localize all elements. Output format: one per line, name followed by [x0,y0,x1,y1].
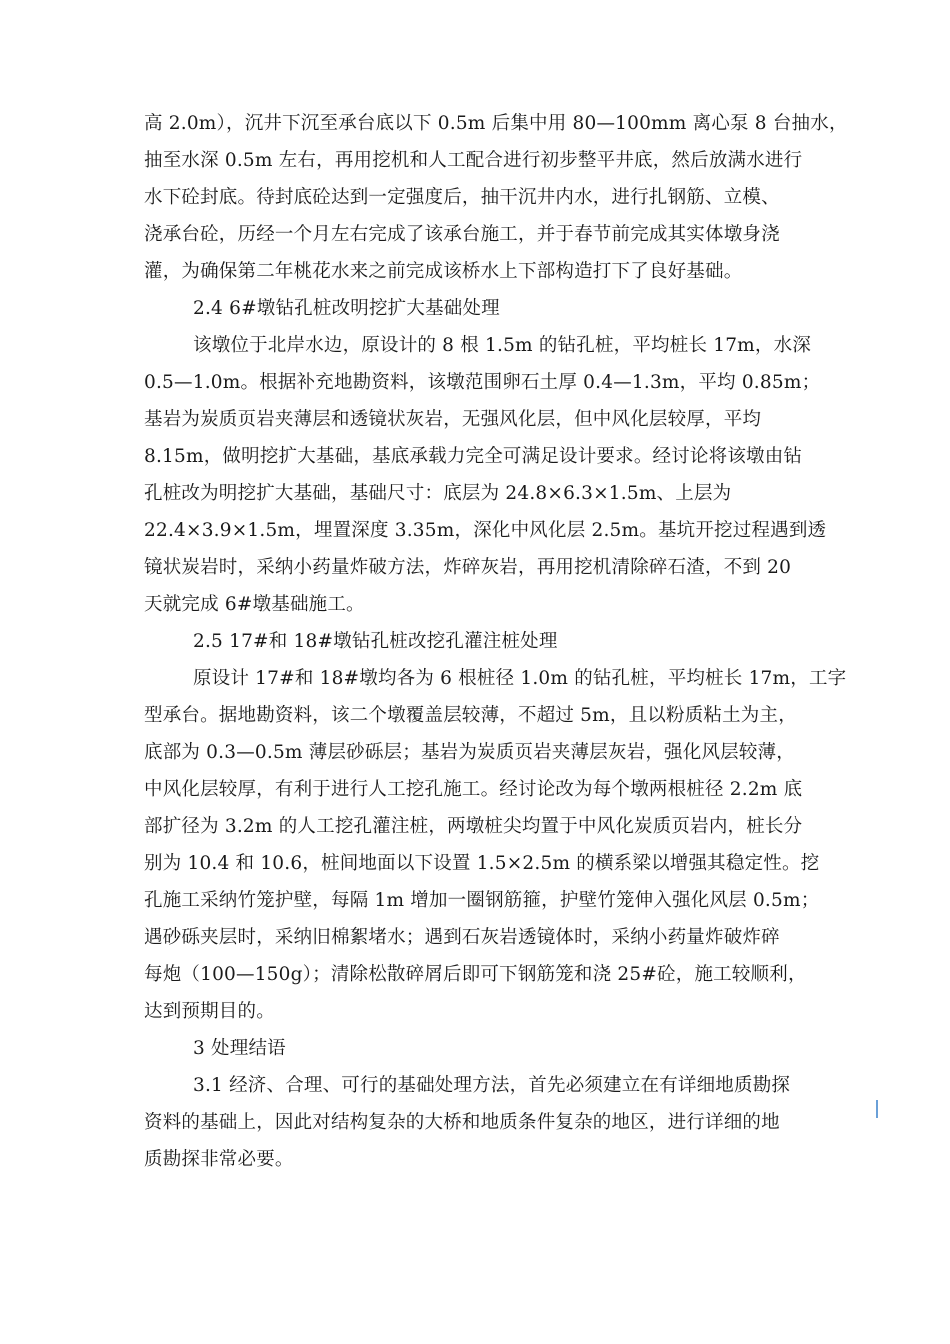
text-line: 3 处理结语 [193,1038,286,1059]
text-line: 镜状炭岩时，采纳小药量炸破方法，炸碎灰岩，再用挖机清除碎石渣，不到 20 [144,557,792,578]
text-line: 部扩径为 3.2m 的人工挖孔灌注桩，两墩桩尖均置于中风化炭质页岩内，桩长分 [144,816,803,837]
text-line: 浇承台砼，历经一个月左右完成了该承台施工，并于春节前完成其实体墩身浇 [144,224,780,245]
text-line: 基岩为炭质页岩夹薄层和透镜状灰岩，无强风化层，但中风化层较厚，平均 [144,409,762,430]
text-line: 22.4×3.9×1.5m，埋置深度 3.35m，深化中风化层 2.5m。基坑开挖过程遇到透 [144,520,827,541]
text-line: 型承台。据地勘资料，该二个墩覆盖层较薄，不超过 5m，且以粉质粘土为主， [144,705,797,726]
text-line: 2.4 6#墩钻孔桩改明挖扩大基础处理 [193,298,500,319]
text-line: 8.15m，做明挖扩大基础，基底承载力完全可满足设计要求。经讨论将该墩由钻 [144,446,803,467]
text-line: 达到预期目的。 [144,1001,275,1022]
text-line: 孔施工采纳竹笼护壁，每隔 1m 增加一圈钢筋箍，护壁竹笼伸入强化风层 0.5m； [144,890,820,911]
text-line: 3.1 经济、合理、可行的基础处理方法，首先必须建立在有详细地质勘探 [193,1075,791,1096]
text-line: 孔桩改为明挖扩大基础，基础尺寸：底层为 24.8×6.3×1.5m、上层为 [144,483,732,504]
text-line: 2.5 17#和 18#墩钻孔桩改挖孔灌注桩处理 [193,631,558,652]
text-line: 质勘探非常必要。 [144,1149,294,1170]
text-line: 抽至水深 0.5m 左右，再用挖机和人工配合进行初步整平井底，然后放满水进行 [144,150,803,171]
text-line: 每炮（100—150g）；清除松散碎屑后即可下钢筋笼和浇 25#砼，施工较顺利， [144,964,807,985]
text-line: 资料的基础上，因此对结构复杂的大桥和地质条件复杂的地区，进行详细的地 [144,1112,780,1133]
text-line: 水下砼封底。待封底砼达到一定强度后，抽干沉井内水，进行扎钢筋、立模、 [144,187,780,208]
text-line: 原设计 17#和 18#墩均各为 6 根桩径 1.0m 的钻孔桩，平均桩长 17m，工字 [193,668,847,689]
text-line: 遇砂砾夹层时，采纳旧棉絮堵水；遇到石灰岩透镜体时，采纳小药量炸破炸碎 [144,927,780,948]
text-line: 灌，为确保第二年桃花水来之前完成该桥水上下部构造打下了良好基础。 [144,261,743,282]
text-line: 该墩位于北岸水边，原设计的 8 根 1.5m 的钻孔桩，平均桩长 17m，水深 [193,335,812,356]
text-line: 天就完成 6#墩基础施工。 [144,594,365,615]
text-line: 别为 10.4 和 10.6，桩间地面以下设置 1.5×2.5m 的横系梁以增强其稳定性。挖 [144,853,820,874]
text-line: 0.5—1.0m。根据补充地勘资料，该墩范围卵石土厚 0.4—1.3m，平均 0.85m； [144,372,821,393]
margin-marker [876,1100,878,1118]
text-line: 中风化层较厚，有利于进行人工挖孔施工。经讨论改为每个墩两根桩径 2.2m 底 [144,779,803,800]
text-line: 高 2.0m），沉井下沉至承台底以下 0.5m 后集中用 80—100mm 离心泵 8 台抽水， [144,113,848,134]
text-line: 底部为 0.3—0.5m 薄层砂砾层；基岩为炭质页岩夹薄层灰岩，强化风层较薄， [144,742,795,763]
